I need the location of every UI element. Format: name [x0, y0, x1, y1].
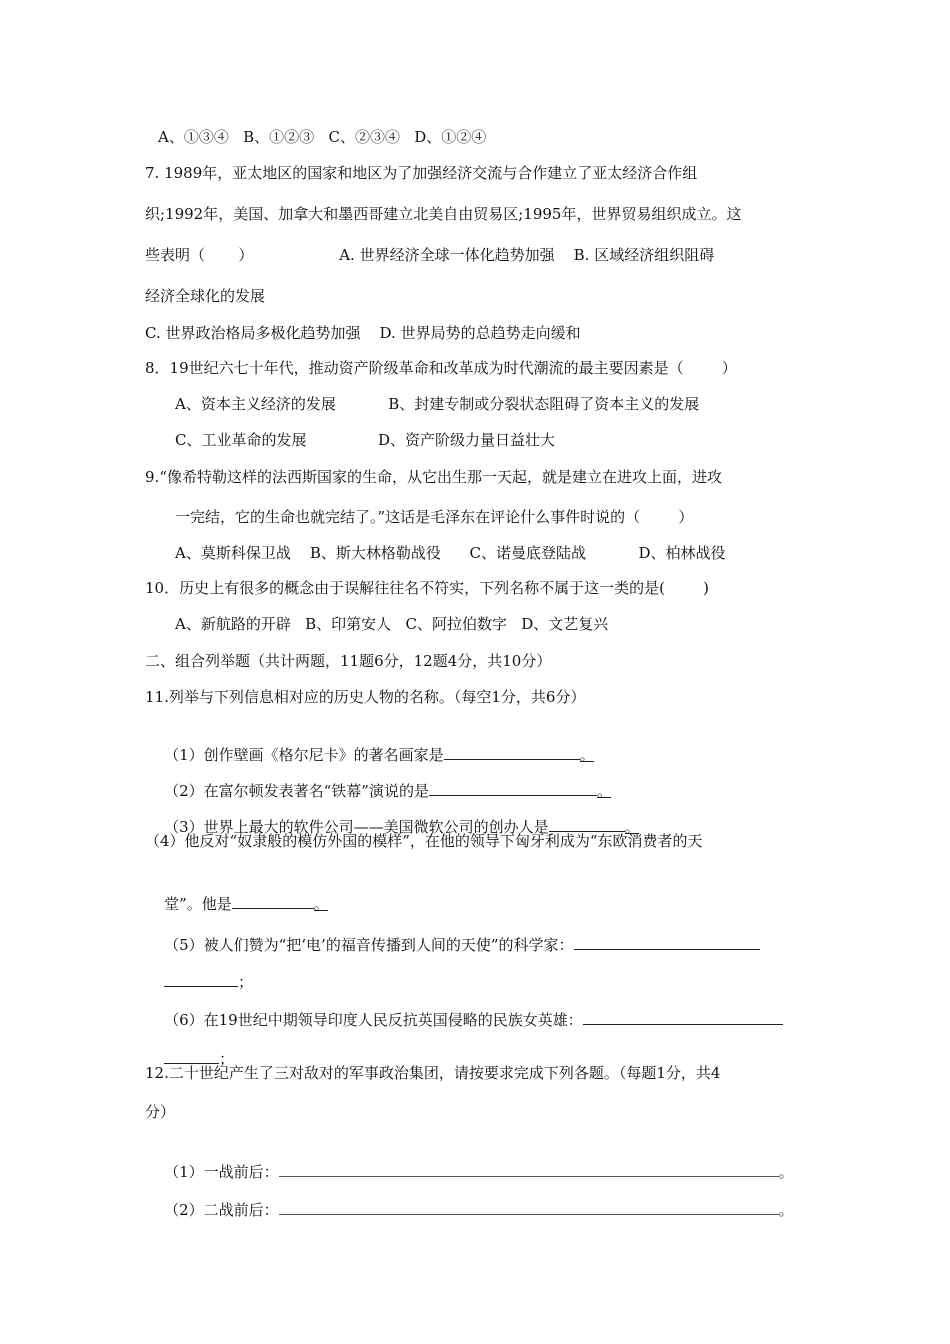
q12-item-2-text: （2）二战前后：: [164, 1201, 279, 1219]
q8-options-cd: C、工业革命的发展 D、资产阶级力量日益壮大: [175, 431, 556, 449]
question-6-options: A、①③④ B、①②③ C、②③④ D、①②④: [158, 128, 487, 146]
q11-item-2-period: 。: [596, 782, 612, 800]
q11-stem: 11.列举与下列信息相对应的历史人物的名称。（每空1分，共6分）: [145, 688, 586, 706]
q9-options: A、莫斯科保卫战 B、斯大林格勒战役 C、诺曼底登陆战 D、柏林战役: [175, 544, 726, 562]
q11-item-6-text: （6）在19世纪中期领导印度人民反抗英国侵略的民族女英雄：: [164, 1011, 583, 1029]
q7-line-5: C. 世界政治格局多极化趋势加强 D. 世界局势的总趋势走向缓和: [145, 324, 581, 342]
q11-item-5-text: （5）被人们赞为“把‘电’的福音传播到人间的天使”的科学家：: [164, 936, 574, 954]
answer-blank-5b[interactable]: [164, 970, 238, 987]
q11-item-2-text: （2）在富尔顿发表著名“铁幕”演说的是: [164, 782, 429, 800]
answer-blank-5a[interactable]: [574, 933, 760, 950]
q7-line-2: 织;1992年，美国、加拿大和墨西哥建立北美自由贸易区;1995年，世界贸易组织成立。这: [145, 205, 742, 223]
q11-item-3-text: （3）世界上最大的软件公司——美国微软公司的创办人是: [164, 818, 549, 836]
q7-line-3: 些表明（ ） A. 世界经济全球一体化趋势加强 B. 区域经济组织阻碍: [145, 246, 715, 264]
answer-blank-6b[interactable]: [164, 1047, 219, 1064]
answer-blank-2[interactable]: [429, 779, 597, 796]
q12-item-1-period: 。: [778, 1163, 794, 1181]
answer-blank-3[interactable]: [549, 815, 625, 832]
answer-blank-4[interactable]: [232, 892, 314, 909]
q12-stem-1: 12.二十世纪产生了三对敌对的军事政治集团，请按要求完成下列各题。（每题1分，共4: [145, 1064, 721, 1082]
q7-line-4: 经济全球化的发展: [145, 287, 266, 305]
q11-item-6: [145, 988, 783, 1050]
section-2-title: 二、组合列举题（共计两题，11题6分，12题4分，共10分）: [145, 652, 552, 670]
answer-blank-1[interactable]: [444, 743, 580, 760]
q11-item-4-line-1: （4）他反对“奴隶般的模仿外国的模样”，在他的领导下匈牙利成为“东欧消费者的天: [145, 832, 703, 850]
answer-blank-6a[interactable]: [583, 1008, 783, 1025]
q11-item-1-text: （1）创作壁画《格尔尼卡》的著名画家是: [164, 746, 444, 764]
q12-item-2: [145, 1178, 794, 1240]
answer-line-12-1[interactable]: [279, 1160, 779, 1177]
q8-options-ab: A、资本主义经济的发展 B、封建专制或分裂状态阻碍了资本主义的发展: [175, 395, 700, 413]
q11-item-3-period: 。: [624, 818, 640, 836]
q9-stem-2: 一完结，它的生命也就完结了。”这话是毛泽东在评论什么事件时说的（ ）: [175, 508, 694, 526]
q10-options: A、新航路的开辟 B、印第安人 C、阿拉伯数字 D、文艺复兴: [175, 615, 609, 633]
q12-item-2-period: 。: [778, 1201, 794, 1219]
q8-stem: 8．19世纪六七十年代，推动资产阶级革命和改革成为时代潮流的最主要因素是（ ）: [145, 359, 737, 377]
q10-stem: 10．历史上有很多的概念由于误解往往名不符实，下列名称不属于这一类的是( ): [145, 579, 709, 597]
q12-item-1-text: （1）一战前后：: [164, 1163, 279, 1181]
q11-item-5-semicolon: ；: [238, 973, 254, 991]
q7-line-1: 7. 1989年，亚太地区的国家和地区为了加强经济交流与合作建立了亚太经济合作组: [145, 164, 698, 182]
answer-line-12-2[interactable]: [279, 1198, 779, 1215]
q12-stem-2: 分）: [145, 1103, 176, 1121]
q11-item-4-text: 堂”。他是: [164, 895, 232, 913]
q11-item-6-semicolon: ；: [219, 1050, 235, 1068]
q11-item-1-period: 。: [579, 746, 595, 764]
q11-item-4-period: 。: [313, 895, 329, 913]
q9-stem-1: 9.“像希特勒这样的法西斯国家的生命，从它出生那一天起，就是建立在进攻上面，进攻: [145, 468, 722, 486]
